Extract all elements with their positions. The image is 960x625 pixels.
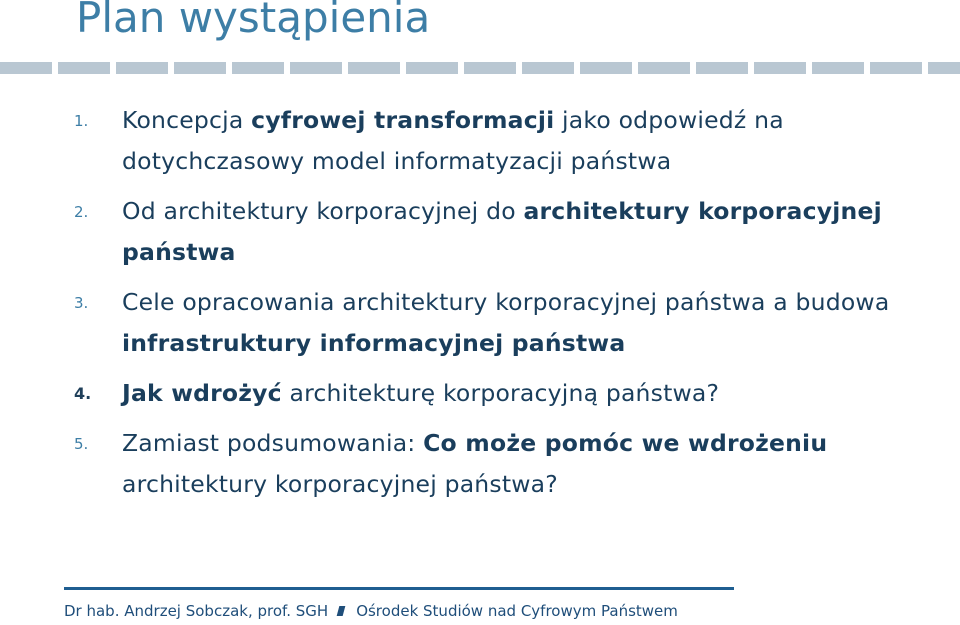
footer-separator-icon bbox=[337, 606, 346, 616]
agenda-item-emphasis: architektury korporacyjnej państwa bbox=[122, 197, 882, 266]
agenda-item-text-part: Cele opracowania architektury korporacyjnej państwa a budowa bbox=[122, 288, 890, 316]
agenda-item-number: 4. bbox=[74, 384, 92, 403]
footer-divider bbox=[64, 587, 734, 590]
agenda-item bbox=[0, 423, 960, 505]
agenda-item bbox=[0, 100, 960, 182]
footer bbox=[64, 602, 678, 620]
title-divider-bar bbox=[0, 62, 960, 74]
agenda-item-number: 2. bbox=[74, 203, 89, 221]
agenda-item-text-part: architektury korporacyjnej państwa? bbox=[122, 470, 558, 498]
footer-institution: Ośrodek Studiów nad Cyfrowym Państwem bbox=[356, 602, 678, 620]
agenda-item-text bbox=[122, 191, 952, 273]
agenda-item-text-part: Od architektury korporacyjnej do bbox=[122, 197, 524, 225]
agenda-item-text bbox=[122, 100, 952, 182]
agenda-item-emphasis: cyfrowej transformacji bbox=[251, 106, 555, 134]
agenda-item-text-part: Koncepcja bbox=[122, 106, 252, 134]
agenda-item bbox=[0, 191, 960, 273]
agenda-item-text bbox=[122, 282, 952, 364]
agenda-item-emphasis: Jak wdrożyć bbox=[122, 379, 282, 407]
agenda-item-number: 3. bbox=[74, 294, 89, 312]
agenda-item bbox=[0, 282, 960, 364]
agenda-item-text bbox=[122, 373, 952, 414]
agenda-item-number: 5. bbox=[74, 435, 89, 453]
agenda-item-text-part: architekturę korporacyjną państwa? bbox=[281, 379, 720, 407]
agenda-item-number: 1. bbox=[74, 112, 89, 130]
agenda-item-text bbox=[122, 423, 952, 505]
agenda-item-text-part: Zamiast podsumowania: bbox=[122, 429, 424, 457]
agenda-item-emphasis: Co może pomóc we wdrożeniu bbox=[423, 429, 828, 457]
slide-title: Plan wystąpienia bbox=[76, 0, 431, 42]
agenda-item bbox=[0, 373, 960, 414]
agenda-item-emphasis: infrastruktury informacyjnej państwa bbox=[122, 329, 626, 357]
agenda-item-text-part: jako odpowiedź na dotychczasowy model informatyzacji państwa bbox=[122, 106, 784, 175]
footer-author: Dr hab. Andrzej Sobczak, prof. SGH bbox=[64, 602, 329, 620]
agenda-list bbox=[0, 100, 960, 514]
